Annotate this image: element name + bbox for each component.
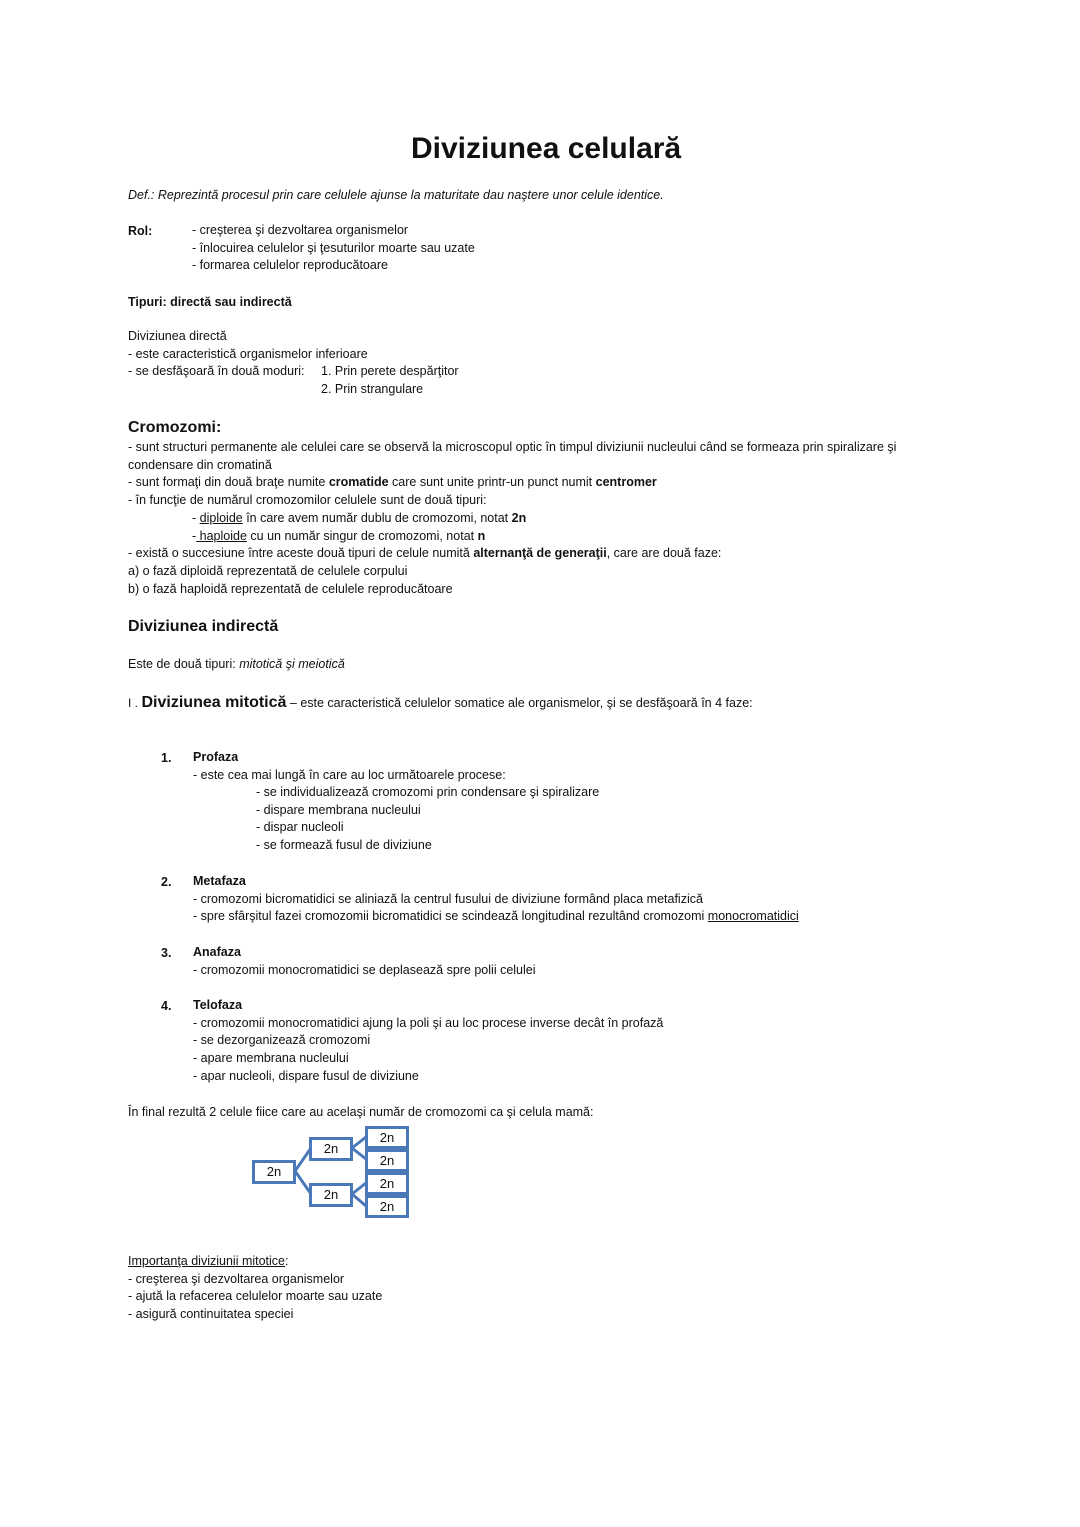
phase-number: 3. xyxy=(161,946,172,960)
directa-line: - se desfăşoară în două moduri: xyxy=(128,364,305,379)
phase-name: Telofaza xyxy=(193,998,243,1012)
phase-line: - apar nucleoli, dispare fusul de diviziune xyxy=(193,1068,419,1083)
phase-name: Profaza xyxy=(193,750,239,764)
diagram-daughter-cell: 2n xyxy=(309,1137,353,1161)
directa-mode: 1. Prin perete despărţitor xyxy=(321,364,459,378)
importanta-heading: Importanţa diviziunii mitotice: xyxy=(128,1254,289,1268)
diagram-leaf-cell: 2n xyxy=(365,1172,409,1195)
phase-line: - cromozomii monocromatidici ajung la poli şi au loc procese inverse decât în profază xyxy=(193,1015,664,1030)
phase-line: - se dezorganizează cromozomi xyxy=(193,1033,371,1048)
diagram-leaf-cell: 2n xyxy=(365,1195,409,1218)
diploide-line: - diploide în care avem număr dublu de cromozomi, notat 2n xyxy=(192,510,527,525)
definition: Def.: Reprezintă procesul prin care celulele ajunse la maturitate dau naştere unor celule identice. xyxy=(128,188,664,202)
phase-subline: - dispare membrana nucleului xyxy=(256,802,421,817)
phase-line: - cromozomi bicromatidici se aliniază la centrul fusului de diviziune formând placa metafizică xyxy=(193,891,703,906)
diagram-root-cell: 2n xyxy=(252,1160,296,1184)
connector-mid-top xyxy=(352,1137,366,1159)
indirecta-heading: Diviziunea indirectă xyxy=(128,618,279,635)
cromozomi-line: a) o fază diploidă reprezentată de celulele corpului xyxy=(128,563,408,578)
haploide-line: - haploide cu un număr singur de cromozomi, notat n xyxy=(192,528,486,543)
cromozomi-line: condensare din cromatină xyxy=(128,457,272,472)
page-title: Diviziunea celulară xyxy=(411,132,682,165)
rol-item: - înlocuirea celulelor şi ţesuturilor moarte sau uzate xyxy=(192,240,475,255)
cromozomi-line: - sunt formaţi din două braţe numite cromatide care sunt unite printr-un punct numit centromer xyxy=(128,475,657,490)
phase-name: Metafaza xyxy=(193,874,246,888)
phase-line: - apare membrana nucleului xyxy=(193,1051,349,1066)
phase-subline: - se individualizează cromozomi prin condensare şi spiralizare xyxy=(256,785,600,799)
phase-name: Anafaza xyxy=(193,945,241,959)
rol-item: - creşterea şi dezvoltarea organismelor xyxy=(192,223,409,237)
mitotica-heading: I . Diviziunea mitotică – este caracteristică celulelor somatice ale organismelor, şi se desfăşoară în 4 faze: xyxy=(128,694,753,711)
phase-number: 2. xyxy=(161,875,172,889)
phase-line: - este cea mai lungă în care au loc următoarele procese: xyxy=(193,767,506,782)
directa-mode: 2. Prin strangulare xyxy=(321,381,424,396)
importanta-item: - creşterea şi dezvoltarea organismelor xyxy=(128,1271,345,1286)
importanta-item: - ajută la refacerea celulelor moarte sau uzate xyxy=(128,1289,383,1304)
rol-item: - formarea celulelor reproducătoare xyxy=(192,258,388,273)
cromozomi-line: - sunt structuri permanente ale celulei care se observă la microscopul optic în timpul diviziunii nucleului când se formeaza prin spiralizare şi xyxy=(128,440,897,454)
importanta-item: - asigură continuitatea speciei xyxy=(128,1307,294,1322)
rol-label: Rol: xyxy=(128,224,153,238)
importanta-section xyxy=(128,1253,382,1324)
indirecta-intro: Este de două tipuri: mitotică şi meiotică xyxy=(128,657,345,671)
phase-number: 1. xyxy=(161,751,172,765)
cromozomi-line: b) o fază haploidă reprezentată de celulele reproducătoare xyxy=(128,581,453,596)
cromozomi-line: - în funcţie de numărul cromozomilor celulele sunt de două tipuri: xyxy=(128,493,487,508)
cromozomi-line: - există o succesiune între aceste două tipuri de celule numită alternanţă de generaţii, care are două faze: xyxy=(128,546,722,561)
connector-mid-bottom xyxy=(352,1183,366,1206)
phase-subline: - se formează fusul de diviziune xyxy=(256,838,432,853)
tipuri: Tipuri: directă sau indirectă xyxy=(128,295,292,309)
final-sentence: În final rezultă 2 celule fiice care au acelaşi număr de cromozomi ca şi celula mamă: xyxy=(128,1105,594,1119)
phase-line: - spre sfârşitul fazei cromozomii bicromatidici se scindează longitudinal rezultând cromozomi monocromatidici xyxy=(193,909,799,924)
phase-number: 4. xyxy=(161,999,172,1013)
phase-line: - cromozomii monocromatidici se deplasează spre polii celulei xyxy=(193,962,536,977)
directa-line: - este caracteristică organismelor inferioare xyxy=(128,346,368,361)
phase-subline: - dispar nucleoli xyxy=(256,820,344,835)
diagram-leaf-cell: 2n xyxy=(365,1149,409,1172)
diagram-leaf-cell: 2n xyxy=(365,1126,409,1149)
directa-heading: Diviziunea directă xyxy=(128,329,227,343)
diagram-daughter-cell: 2n xyxy=(309,1183,353,1207)
cromozomi-heading: Cromozomi: xyxy=(128,419,222,436)
